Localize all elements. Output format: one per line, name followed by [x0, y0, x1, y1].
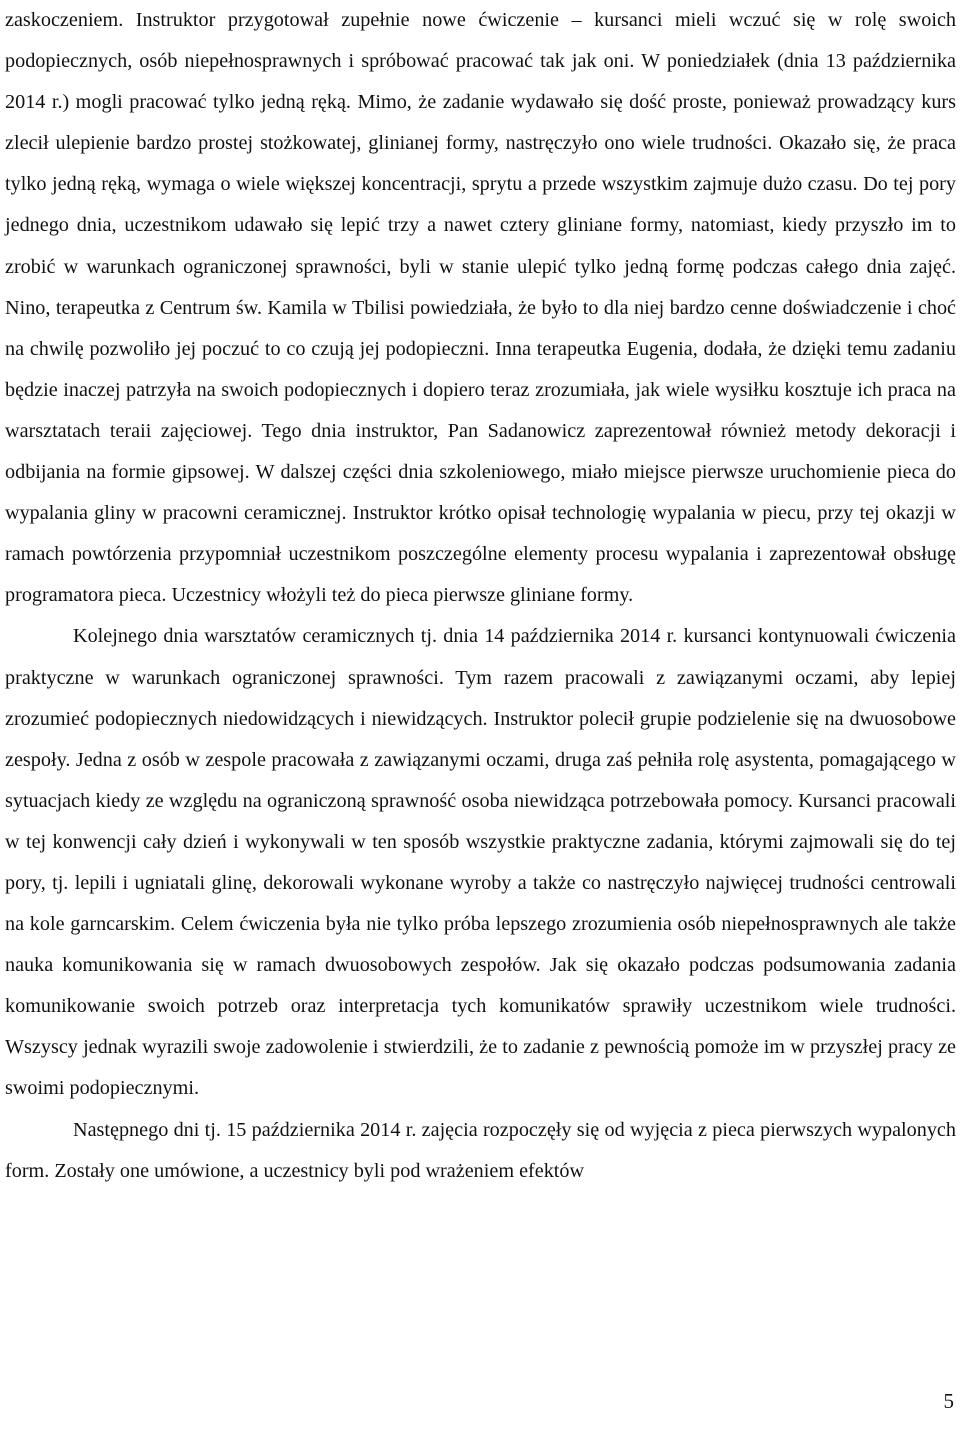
page-number: 5	[943, 1389, 954, 1413]
document-body	[5, 0, 956, 1192]
paragraph-2: Kolejnego dnia warsztatów ceramicznych tj. dnia 14 października 2014 r. kursanci kontynuowali ćwiczenia praktyczne w warunkach ograniczonej sprawności. Tym razem pracowali z zawiązanymi oczami, aby lepiej zrozumieć podopiecznych niedowidzących i niewidzących. Instruktor polecił grupie podzielenie się na dwuosobowe zespoły. Jedna z osób w zespole pracowała z zawiązanymi oczami, druga zaś pełniła rolę asystenta, pomagającego w sytuacjach kiedy ze względu na ograniczoną sprawność osoba niewidząca potrzebowała pomocy. Kursanci pracowali w tej konwencji cały dzień i wykonywali w ten sposób wszystkie praktyczne zadania, którymi zajmowali się do tej pory, tj. lepili i ugniatali glinę, dekorowali wykonane wyroby a także co nastręczyło najwięcej trudności centrowali na kole garncarskim. Celem ćwiczenia była nie tylko próba lepszego zrozumienia osób niepełnosprawnych ale także nauka komunikowania się w ramach dwuosobowych zespołów. Jak się okazało podczas podsumowania zadania komunikowanie swoich potrzeb oraz interpretacja tych komunikatów sprawiły uczestnikom wiele trudności. Wszyscy jednak wyrazili swoje zadowolenie i stwierdzili, że to zadanie z pewnością pomoże im w przyszłej pracy ze swoimi podopiecznymi.	[5, 625, 956, 1100]
paragraph-3: Następnego dni tj. 15 października 2014 r. zajęcia rozpoczęły się od wyjęcia z pieca pierwszych wypalonych form. Zostały one umówione, a uczestnicy byli pod wrażeniem efektów	[5, 1118, 956, 1182]
paragraph-1: zaskoczeniem. Instruktor przygotował zupełnie nowe ćwiczenie – kursanci mieli wczuć się w rolę swoich podopiecznych, osób niepełnosprawnych i spróbować pracować tak jak oni. W poniedziałek (dnia 13 października 2014 r.) mogli pracować tylko jedną ręką. Mimo, że zadanie wydawało się dość proste, ponieważ prowadzący kurs zlecił ulepienie bardzo prostej stożkowatej, glinianej formy, nastręczyło ono wiele trudności. Okazało się, że praca tylko jedną ręką, wymaga o wiele większej koncentracji, sprytu a przede wszystkim zajmuje dużo czasu. Do tej pory jednego dnia, uczestnikom udawało się lepić trzy a nawet cztery gliniane formy, natomiast, kiedy przyszło im to zrobić w warunkach ograniczonej sprawności, byli w stanie ulepić tylko jedną formę podczas całego dnia zajęć. Nino, terapeutka z Centrum św. Kamila w Tbilisi powiedziała, że było to dla niej bardzo cenne doświadczenie i choć na chwilę pozwoliło jej poczuć to co czują jej podopieczni. Inna terapeutka Eugenia, dodała, że dzięki temu zadaniu będzie inaczej patrzyła na swoich podopiecznych i dopiero teraz zrozumiała, jak wiele wysiłku kosztuje ich praca na warsztatach teraii zajęciowej. Tego dnia instruktor, Pan Sadanowicz zaprezentował również metody dekoracji i odbijania na formie gipsowej. W dalszej części dnia szkoleniowego, miało miejsce pierwsze uruchomienie pieca do wypalania gliny w pracowni ceramicznej. Instruktor krótko opisał technologię wypalania w piecu, przy tej okazji w ramach powtórzenia przypomniał uczestnikom poszczególne elementy procesu wypalania i zaprezentował obsługę programatora pieca. Uczestnicy włożyli też do pieca pierwsze gliniane formy.	[5, 9, 956, 607]
